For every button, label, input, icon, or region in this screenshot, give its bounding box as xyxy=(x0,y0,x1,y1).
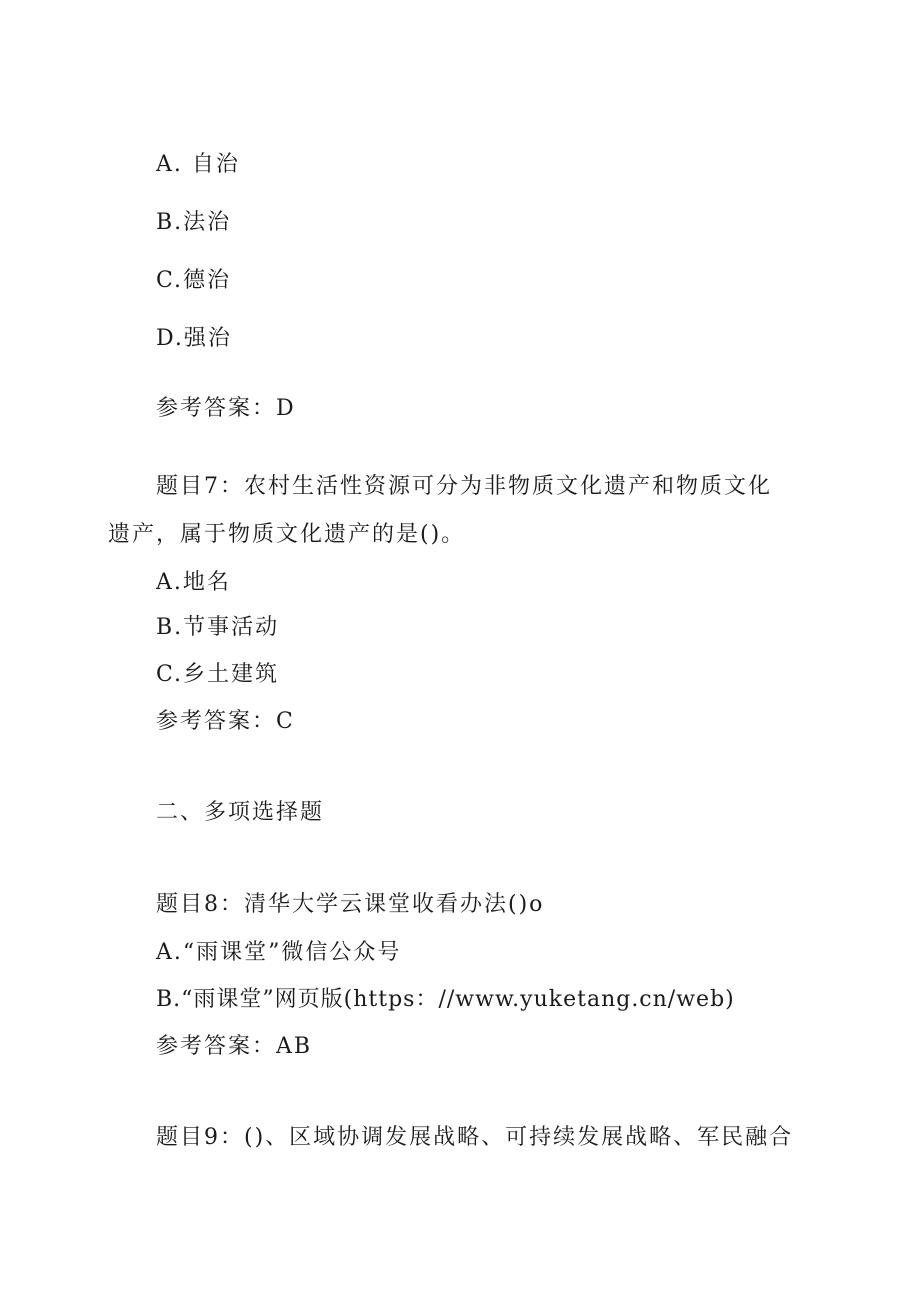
q7-stem-line2: 遗产，属于物质文化遗产的是()。 xyxy=(108,522,466,547)
q7-option-a: A.地名 xyxy=(156,570,231,595)
q8-option-a: A.“雨课堂”微信公众号 xyxy=(156,940,402,965)
q9-stem: 题目9：()、区域协调发展战略、可持续发展战略、军民融合 xyxy=(156,1125,794,1150)
q6-option-d: D.强治 xyxy=(156,326,232,351)
q7-stem-line1: 题目7：农村生活性资源可分为非物质文化遗产和物质文化 xyxy=(156,474,772,499)
q7-answer: 参考答案：C xyxy=(156,709,295,734)
section-heading: 二、多项选择题 xyxy=(156,800,325,825)
q6-option-a: A. 自治 xyxy=(156,152,240,177)
q6-answer: 参考答案：D xyxy=(156,396,296,421)
q8-answer: 参考答案：AB xyxy=(156,1034,313,1059)
q6-option-c: C.德治 xyxy=(156,268,232,293)
q7-option-c: C.乡土建筑 xyxy=(156,662,280,687)
q7-option-b: B.节事活动 xyxy=(156,615,280,640)
q8-stem: 题目8：清华大学云课堂收看办法()o xyxy=(156,892,545,917)
q6-option-b: B.法治 xyxy=(156,210,232,235)
q8-option-b: B.“雨课堂”网页版(https：//www.yuketang.cn/web) xyxy=(156,987,735,1012)
